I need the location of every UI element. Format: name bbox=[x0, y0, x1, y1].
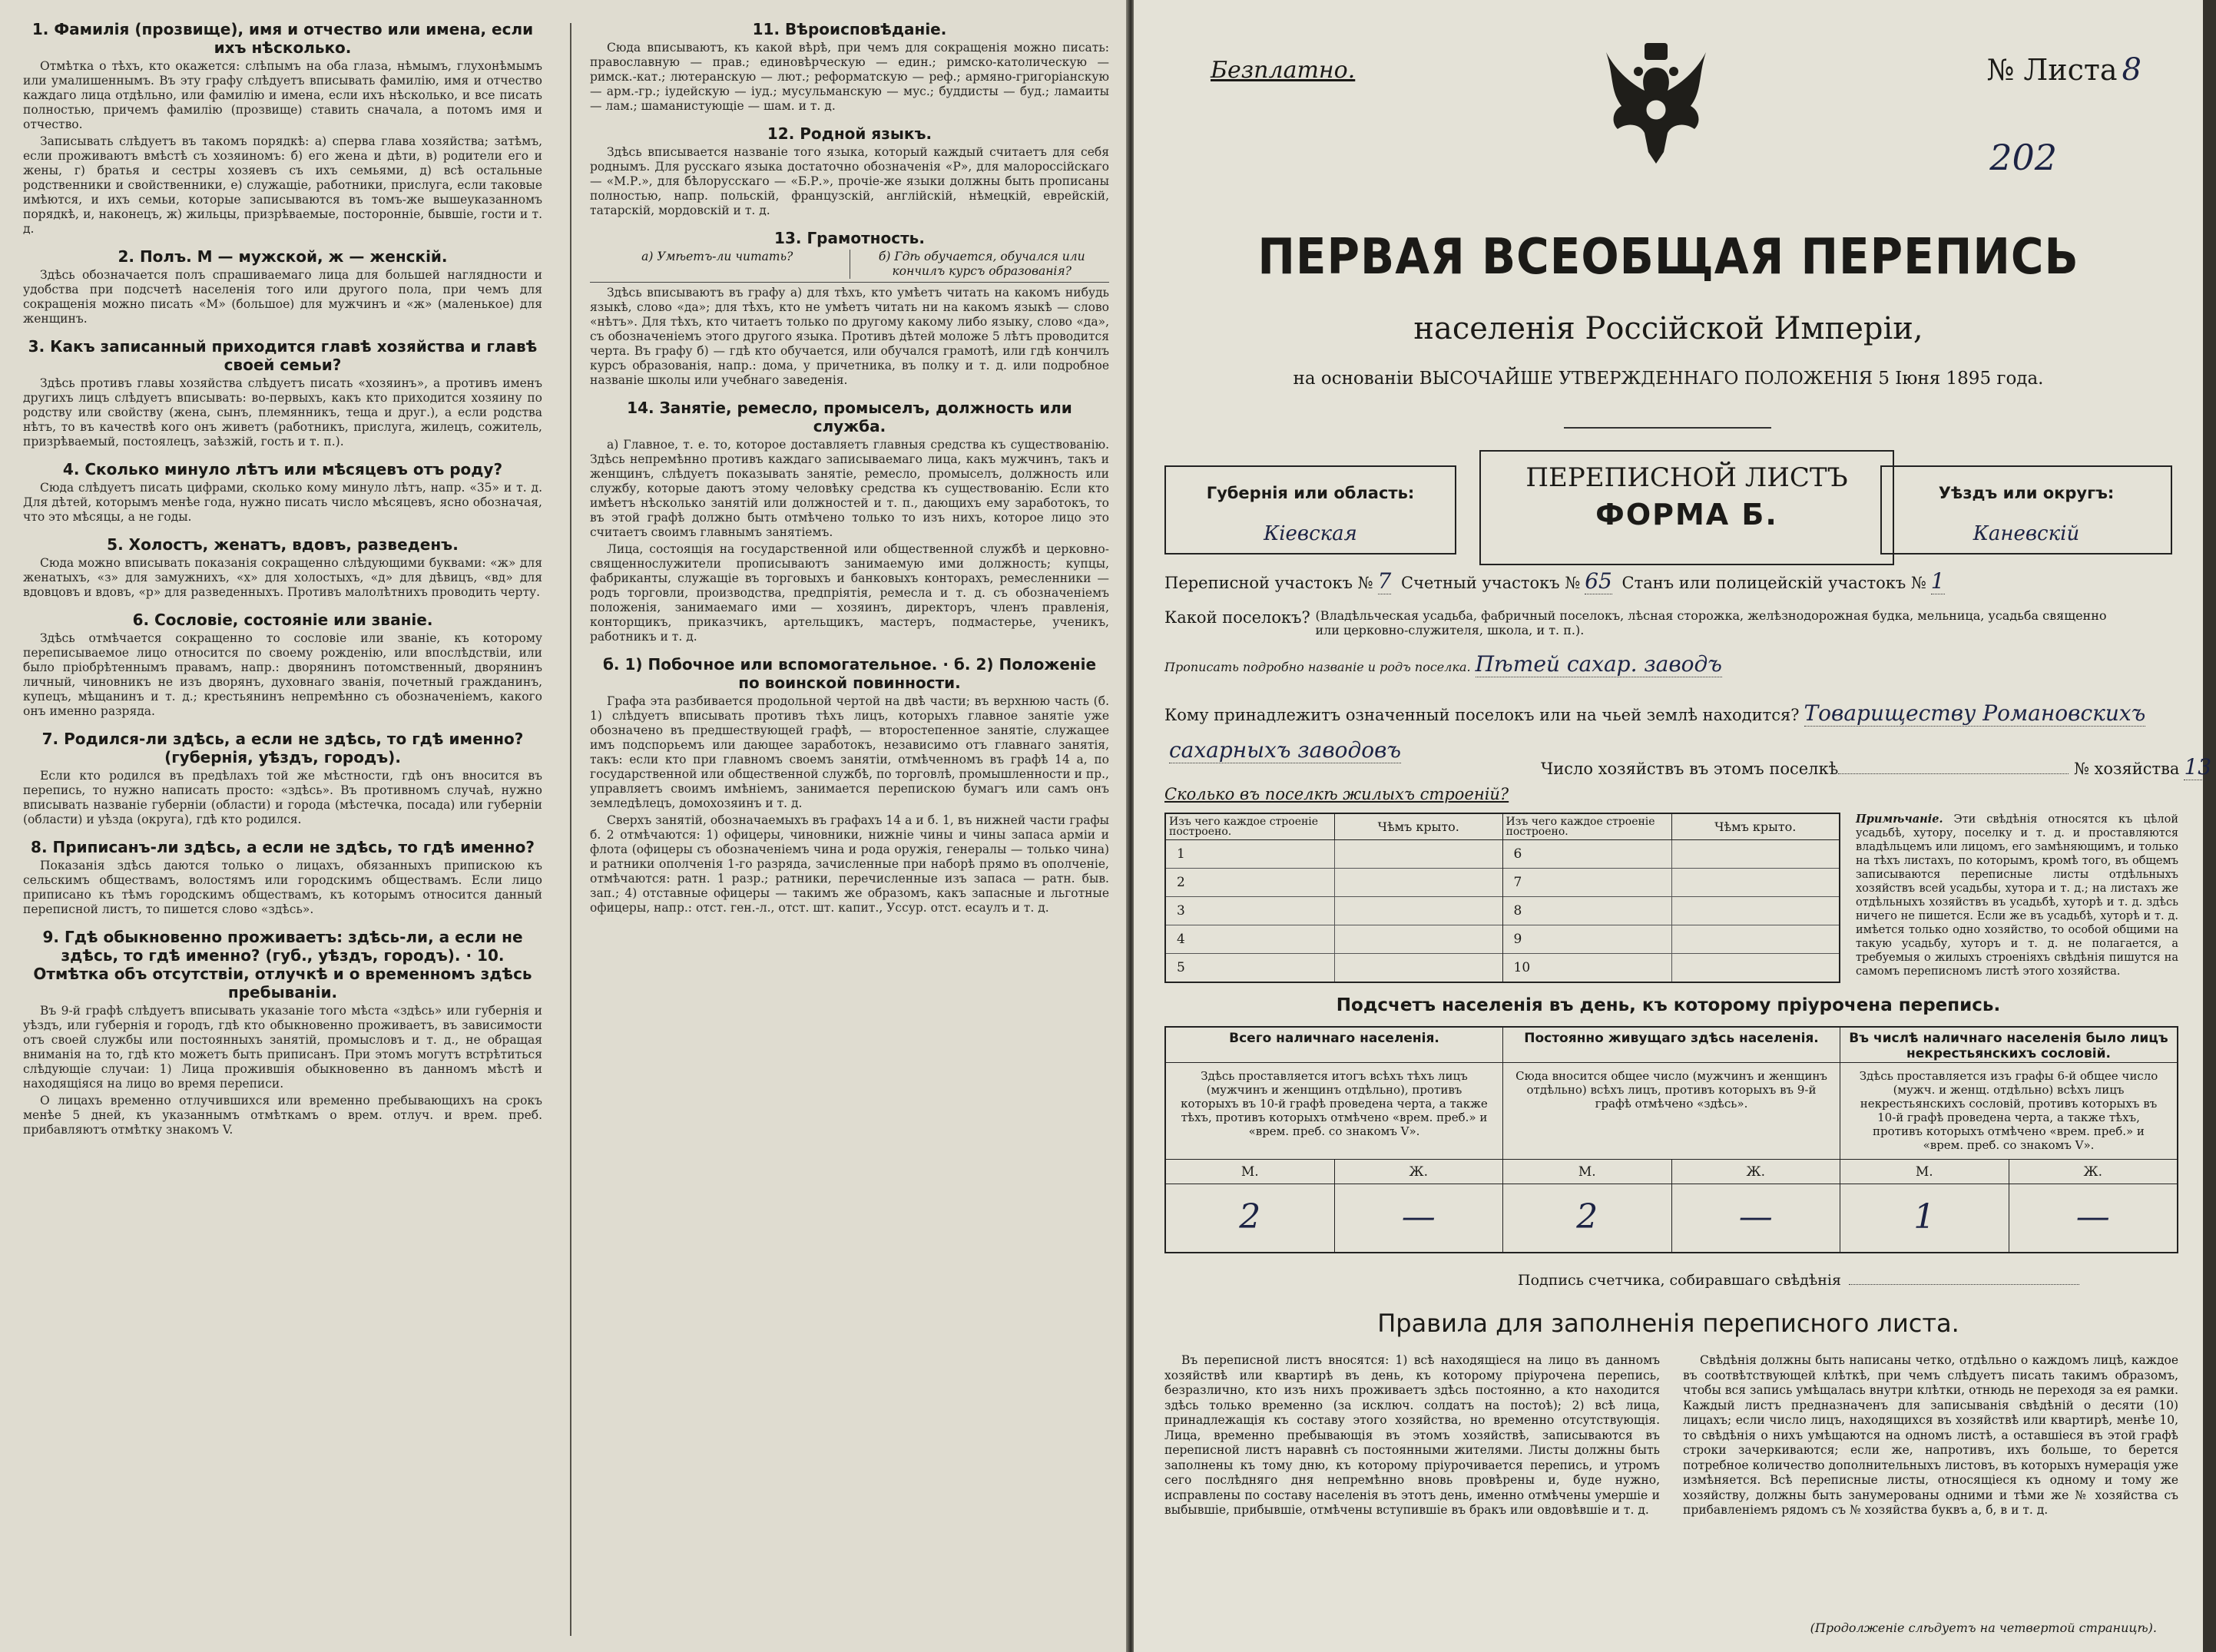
settlement-line bbox=[1164, 608, 2122, 637]
rules-heading: Правила для заполненія переписного листа. bbox=[1377, 1309, 1959, 1338]
census-legal-basis: на основаніи ВЫСОЧАЙШЕ УТВЕРЖДЕННАГО ПОЛОЖЕНІЯ 5 Іюня 1895 года. bbox=[1293, 369, 2044, 389]
form-title: ПЕРЕПИСНОЙ ЛИСТЪ bbox=[1525, 462, 1848, 493]
section-heading: 13. Грамотность. bbox=[774, 229, 925, 247]
buildings-table-header bbox=[1166, 814, 1502, 840]
gubernia-value: Кіевская bbox=[1264, 522, 1357, 545]
section-heading: 3. Какъ записанный приходится главѣ хозяйства и главѣ своей семьи? bbox=[28, 337, 538, 374]
households-line bbox=[1541, 754, 2216, 780]
buildings-table-header bbox=[1503, 814, 1840, 840]
household-number-value: 13 bbox=[2184, 754, 2212, 780]
sex-header bbox=[1840, 1160, 2177, 1184]
table-row bbox=[1503, 840, 1840, 869]
section-heading: 5. Холостъ, женатъ, вдовъ, разведенъ. bbox=[107, 535, 459, 554]
instruction-section bbox=[590, 229, 1109, 388]
instruction-section bbox=[23, 20, 542, 237]
male-count: 2 bbox=[1166, 1184, 1335, 1252]
section-heading: 1. Фамилія (прозвище), имя и отчество или имена, если ихъ нѣсколько. bbox=[31, 20, 534, 57]
households-label: Число хозяйствъ въ этомъ поселкѣ bbox=[1541, 760, 1839, 778]
column-divider bbox=[570, 23, 571, 1636]
note-text: Эти свѣдѣнія относятся къ цѣлой усадьбѣ, хутору, поселку и т. д. и проставляются владѣльцемъ или лицомъ, его замѣняющимъ, и только на тѣхъ листахъ, по которымъ, кромѣ того, въ общемъ записываются переписные листы отдѣльныхъ хозяйствъ всей усадьбы, хутора и т. д.; на листахъ же отдѣльныхъ хозяйствъ въ усадьбѣ, хуторѣ и т. д. здѣсь ничего не пишется. Если же въ усадьбѣ, хуторѣ и т. д. имѣется только одно хозяйство, то особой общими на такую усадьбу, хуторъ и т. д. не полагается, а требуемыя о жилыхъ строеніяхъ свѣдѣнія пишутся на самомъ переписномъ листѣ этого хозяйства. bbox=[1856, 813, 2178, 978]
population-count-heading: Подсчетъ населенія въ день, къ которому пріурочена перепись. bbox=[1336, 995, 2001, 1015]
settlement-value-line bbox=[1164, 651, 1727, 677]
table-row bbox=[1166, 925, 1502, 954]
sheet-number-label: № Листа bbox=[1986, 53, 2118, 87]
sex-header bbox=[1166, 1160, 1502, 1184]
section-text: Сверхъ занятій, обозначаемыхъ въ графахъ 14 а и б. 1, въ нижней части графы б. 2 отмѣчаются: 1) офицеры, чиновники, нижніе чины и чины запаса арміи и флота (офицеры съ обозначеніемъ чина и рода оружія, генералы — только чина) и ратники ополченія 1-го разряда, зачисленные при наборѣ прямо въ ополченіе, отмѣчаются: ратн. 1 разр.; ратники, перечисленные изъ запаса — ратн. быв. зап.; 4) отставные офицеры — такимъ же образомъ, какъ запасные и льготные офицеры, напр.: отст. ген.-л., отст. шт. капит., Уссур. отст. есаулъ и т. д. bbox=[590, 813, 1109, 915]
settlement-note: (Владѣльческая усадьба, фабричный поселокъ, лѣсная сторожка, желѣзнодорожная будка, мельница, усадьба священно или церковно-служителя, школа, и т. п.). bbox=[1315, 608, 2107, 637]
section-heading: 14. Занятіе, ремесло, промыселъ, должность или служба. bbox=[627, 399, 1072, 435]
section-heading: 12. Родной языкъ. bbox=[767, 124, 932, 143]
double-headed-eagle-emblem bbox=[1598, 37, 1714, 167]
location-row bbox=[1164, 450, 2172, 558]
section-text: Показанія здѣсь даются только о лицахъ, обязанныхъ припискою къ сельскимъ обществамъ, волостямъ или городскимъ обществамъ. Если лицо приписано къ тѣмъ городскимъ обществамъ, къ которымъ относится данный переписной листъ, то пишется слово «здѣсь». bbox=[23, 859, 542, 916]
handwritten-sheet-number: 202 bbox=[1989, 137, 2057, 178]
section-text: Здѣсь противъ главы хозяйства слѣдуетъ писать «хозяинъ», а противъ именъ другихъ лицъ слѣдуетъ вписывать: во-первыхъ, какъ кто приходится хозяину по родству или свойству (жена, сынъ, племянникъ, теща и друг.), а если родства нѣтъ, то въ качествѣ кого онъ живетъ (работникъ, прислуга, жилецъ, сожитель, призрѣваемый, постоялецъ, заѣзжій, гость и т. п.). bbox=[23, 376, 542, 449]
female-count: — bbox=[1401, 1197, 1436, 1237]
enumerator-signature-line bbox=[1518, 1272, 2079, 1289]
row-number: 2 bbox=[1166, 869, 1335, 896]
uezd-label: Уѣздъ или округъ: bbox=[1938, 484, 2115, 502]
column-title: Постоянно живущаго здѣсь населенія. bbox=[1503, 1028, 1840, 1063]
section-text: Сюда вписываютъ, къ какой вѣрѣ, при чемъ для сокращенія можно писать: православную — прав.; единовѣрческую — един.; римско-католическую — римск.-кат.; лютеранскую — лют.; реформатскую — реф.; армяно-григоріанскую — арм.-гр.; іудейскую — іуд.; мусульманскую — мус.; буддисты — буд.; ламаиты — лам.; шаманистующіе — шам. и т. д. bbox=[590, 41, 1109, 113]
section-text: Записывать слѣдуетъ въ такомъ порядкѣ: а) сперва глава хозяйства; затѣмъ, если проживаютъ вмѣстѣ съ хозяиномъ: б) его жена и дѣти, в) родители его и жены, г) братья и сестры хозяевъ съ ихъ семьями, д) всѣ остальные родственники и свойственники, е) служащіе, работники, прислуга, если таковые имѣются, и ихъ семьи, которые записываются въ томъ-же вышеуказанномъ порядкѣ, и, наконецъ, ж) жильцы, призрѣваемые, посторонніе, бывшіе, гости и т. д. bbox=[23, 134, 542, 236]
rules-column-left: Въ переписной листъ вносятся: 1) всѣ находящіеся на лицо въ данномъ хозяйствѣ или квартирѣ въ день, къ которому пріурочена перепись, безразлично, кто изъ нихъ проживаетъ здѣсь постоянно, а кто находится здѣсь только временно (за исключ. солдатъ на постоѣ); 2) всѣ лица, принадлежащія къ составу этого хозяйства, но временно отсутствующія. Лица, временно пребывающія въ этомъ хозяйствѣ, записываются въ переписной листъ наравнѣ съ постоянными жителями. Листы должны быть заполнены къ тому дню, къ которому пріурочивается перепись, и утромъ сего послѣдняго дня непремѣнно вновь провѣрены и, буде нужно, исправлены по составу населенія въ этотъ день, именно отмѣчены умершіе и выбывшіе, прибывшіе, отмѣчены вступившіе въ бракъ или овдовѣвшіе и т. д. bbox=[1164, 1353, 1660, 1517]
section-text: Отмѣтка о тѣхъ, кто окажется: слѣпымъ на оба глаза, нѣмымъ, глухонѣмымъ или умалишеннымъ. Въ эту графу слѣдуетъ вписывать фамилію, имя и отчество каждаго лица отдѣльно, или фамилію и имена, если ихъ нѣсколько, и все писать полностью, причемъ фамилію (прозвище) ставить сначала, а потомъ имя и отчество. bbox=[23, 59, 542, 131]
section-text: Сюда слѣдуетъ писать цифрами, сколько кому минуло лѣтъ, напр. «35» и т. д. Для дѣтей, которымъ менѣе года, нужно писать число мѣсяцевъ, ясно обозначая, что это мѣсяцы, а не годы. bbox=[23, 481, 542, 524]
uezd-value: Каневскій bbox=[1973, 522, 2080, 545]
settlement-value: Пѣтей сахар. заводъ bbox=[1475, 651, 1722, 677]
census-district-label: Переписной участокъ № bbox=[1164, 574, 1373, 592]
gubernia-label: Губернія или область: bbox=[1206, 484, 1415, 502]
column-description: Здѣсь проставляется итогъ всѣхъ тѣхъ лицъ (мужчинъ и женщинъ отдѣльно), противъ которыхъ въ 10-й графѣ проведена черта, а также тѣхъ, противъ которыхъ отмѣчено «врем. преб.» и «врем. преб. со знакомъ V». bbox=[1166, 1063, 1502, 1160]
literacy-sub-a: а) Умѣетъ-ли читать? bbox=[641, 250, 793, 263]
literacy-subheadings bbox=[590, 250, 1109, 283]
column-title: Въ числѣ наличнаго населенія было лицъ некрестьянскихъ сословій. bbox=[1840, 1028, 2177, 1063]
buildings-table-left bbox=[1166, 814, 1503, 982]
census-district-value: 7 bbox=[1377, 568, 1392, 594]
roof-header: Чѣмъ крыто. bbox=[1377, 819, 1459, 834]
literacy-sub-b: б) Гдѣ обучается, обучался или кончилъ курсъ образованія? bbox=[850, 250, 1110, 279]
male-label: М. bbox=[1503, 1160, 1672, 1184]
buildings-label: Сколько въ поселкѣ жилыхъ строеній? bbox=[1164, 785, 1509, 803]
row-number: 1 bbox=[1166, 840, 1335, 868]
buildings-table-right bbox=[1503, 814, 1840, 982]
section-text: Если кто родился въ предѣлахъ той же мѣстности, гдѣ онъ вносится въ перепись, то нужно написать просто: «здѣсь». Въ противномъ случаѣ, нужно вписывать названіе губерніи (области) и города (мѣстечка, посада) или губерніи (области) и уѣзда (округа), гдѣ кто родился. bbox=[23, 769, 542, 826]
section-heading: 2. Полъ. М — мужской, ж — женскій. bbox=[118, 247, 448, 266]
census-subtitle: населенія Россійской Имперіи, bbox=[1413, 311, 1923, 346]
form-title-box bbox=[1479, 450, 1894, 565]
row-number: 7 bbox=[1503, 869, 1672, 896]
table-row bbox=[1166, 869, 1502, 897]
count-district-label: Счетный участокъ № bbox=[1401, 574, 1581, 592]
instructions-column-2 bbox=[590, 20, 1109, 926]
row-number: 8 bbox=[1503, 897, 1672, 925]
owner-line-2 bbox=[1164, 737, 1406, 763]
material-header: Изъ чего каждое строеніе построено. bbox=[1503, 814, 1672, 839]
sheet-number bbox=[1987, 52, 2142, 88]
note-label: Примѣчаніе. bbox=[1856, 813, 1943, 826]
instruction-section bbox=[23, 247, 542, 326]
section-heading: 8. Приписанъ-ли здѣсь, а если не здѣсь, то гдѣ именно? bbox=[31, 838, 535, 856]
district-line bbox=[1164, 568, 1949, 594]
rules-text bbox=[1164, 1353, 2178, 1518]
roof-header: Чѣмъ крыто. bbox=[1714, 819, 1797, 834]
owner-value-2: сахарныхъ заводовъ bbox=[1169, 737, 1402, 763]
female-count: — bbox=[1738, 1197, 1773, 1237]
buildings-line bbox=[1164, 785, 1509, 803]
gubernia-box bbox=[1164, 465, 1456, 555]
section-text: а) Главное, т. е. то, которое доставляетъ главныя средства къ существованію. Здѣсь непремѣнно противъ каждаго записываемаго лица, какъ мужчинъ, такъ и женщинъ, слѣдуетъ показывать занятіе, ремесло, промыселъ, должность или службу, которые даютъ этому человѣку средства къ существованію. Если кто имѣетъ нѣсколько занятій или должностей и т. п., дающихъ ему заработокъ, то въ этой графѣ должно быть отмѣчено только то изъ нихъ, которое лицо это считаетъ своимъ главнымъ занятіемъ. bbox=[590, 438, 1109, 539]
uezd-box bbox=[1880, 465, 2172, 555]
form-type: ФОРМА Б. bbox=[1595, 498, 1778, 531]
settlement-instruction: Прописать подробно названіе и родъ поселка. bbox=[1164, 660, 1471, 674]
stan-label: Станъ или полицейскій участокъ № bbox=[1621, 574, 1926, 592]
section-heading: 11. Вѣроисповѣданіе. bbox=[752, 20, 947, 38]
buildings-note bbox=[1856, 813, 2178, 978]
material-header: Изъ чего каждое строеніе построено. bbox=[1166, 814, 1335, 839]
section-text: Здѣсь обозначается полъ спрашиваемаго лица для большей наглядности и удобства при подсчетѣ населенія того или другого пола, при чемъ для сокращенія можно писать «М» (большое) для мужчинъ и «ж» (маленькое) для женщинъ. bbox=[23, 268, 542, 326]
section-heading: 7. Родился-ли здѣсь, а если не здѣсь, то гдѣ именно? (губернія, уѣздъ, городъ). bbox=[41, 730, 524, 766]
count-district-value: 65 bbox=[1585, 568, 1612, 594]
male-label: М. bbox=[1166, 1160, 1335, 1184]
owner-label: Кому принадлежитъ означенный поселокъ или на чьей землѣ находится? bbox=[1164, 706, 1800, 724]
household-number-label: № хозяйства bbox=[2073, 760, 2180, 778]
continued-note: (Продолженіе слѣдуетъ на четвертой страницѣ). bbox=[1810, 1621, 2157, 1635]
owner-line bbox=[1164, 700, 2150, 727]
section-heading: 9. Гдѣ обыкновенно проживаетъ: здѣсь-ли, а если не здѣсь, то гдѣ именно? (губ., уѣздъ, городъ). · 10. Отмѣтка объ отсутствіи, отлучкѣ и о временномъ здѣсь пребываніи. bbox=[33, 928, 532, 1001]
column-description: Сюда вносится общее число (мужчинъ и женщинъ отдѣльно) всѣхъ лицъ, противъ которыхъ въ 9-й графѣ отмѣчено «здѣсь». bbox=[1503, 1063, 1840, 1160]
instruction-section bbox=[590, 124, 1109, 218]
form-header bbox=[1211, 45, 2172, 178]
population-column-present bbox=[1166, 1028, 1503, 1252]
instruction-section bbox=[590, 655, 1109, 915]
section-text: Сюда можно вписывать показанія сокращенно слѣдующими буквами: «ж» для женатыхъ, «з» для замужнихъ, «х» для холостыхъ, «д» для дѣвицъ, «вд» для вдовцовъ и вдовъ, «р» для разведенныхъ. Противъ малолѣтнихъ проводить черту. bbox=[23, 556, 542, 599]
male-label: М. bbox=[1840, 1160, 2009, 1184]
instruction-section bbox=[23, 535, 542, 600]
section-text: Здѣсь вписываютъ въ графу а) для тѣхъ, кто умѣетъ читать на какомъ нибудь языкѣ, слово «да»; для тѣхъ, кто не умѣетъ читать ни на какомъ языкѣ — слово «нѣтъ». Для тѣхъ, кто читаетъ только по другому какому либо языку, слово «да», съ обозначеніемъ этого другого языка. Противъ дѣтей моложе 5 лѣтъ проводится черта. Въ графу б) — гдѣ кто обучается, или обучался грамотѣ, или гдѣ кончилъ курсъ образованія, напр.: дома, у причетника, въ полку и т. д. или подробное названіе школы или учебнаго заведенія. bbox=[590, 286, 1109, 387]
section-heading: 6. Сословіе, состояніе или званіе. bbox=[132, 611, 433, 629]
buildings-table bbox=[1164, 813, 1840, 983]
section-text: Въ 9-й графѣ слѣдуетъ вписывать указаніе того мѣста «здѣсь» или губернія и уѣздъ, или губернія и городъ, гдѣ кто обыкновенно проживаетъ, въ зависимости отъ своей службы или постоянныхъ занятій, промысловъ и т. д., не обращая вниманія на то, гдѣ кто можетъ быть приписанъ. При этомъ могутъ встрѣтиться слѣдующіе случаи: 1) Лица прожившія обыкновенно въ данномъ мѣстѣ и находящіяся на лицо во время переписи. bbox=[23, 1004, 542, 1091]
female-label: Ж. bbox=[1409, 1164, 1428, 1180]
row-number: 10 bbox=[1503, 954, 1672, 982]
population-column-non-peasant bbox=[1840, 1028, 2177, 1252]
instruction-section bbox=[590, 399, 1109, 644]
female-count: — bbox=[2075, 1197, 2110, 1237]
instruction-section bbox=[23, 730, 542, 827]
count-values bbox=[1503, 1184, 1840, 1252]
instructions-column-1 bbox=[23, 20, 542, 1148]
column-description: Здѣсь проставляется изъ графы 6-й общее число (мужч. и женщ. отдѣльно) всѣхъ лицъ некрестьянскихъ сословій, противъ которыхъ въ 10-й графѣ проведена черта, а также тѣхъ, противъ которыхъ отмѣчено «врем. преб.» и «врем. преб. со знакомъ V». bbox=[1840, 1063, 2177, 1160]
section-text: Здѣсь отмѣчается сокращенно то сословіе или званіе, къ которому переписываемое лицо относится по своему рожденію, или впослѣдствіи, или было пріобрѣтеннымъ правамъ, напр.: дворянинъ потомственный, дворянинъ личный, чиновникъ не изъ дворянъ, духовнаго званія, почетный гражданинъ, купецъ, мѣщанинъ и т. д.; крестьянинъ непремѣнно съ обозначеніемъ, какого онъ именно разряда. bbox=[23, 631, 542, 718]
section-text: О лицахъ временно отлучившихся или временно пребывающихъ на срокъ менѣе 5 дней, къ указаннымъ отмѣткамъ о врем. отлуч. и врем. преб. прибавляютъ отмѣтку знакомъ V. bbox=[23, 1094, 542, 1137]
instruction-section bbox=[23, 611, 542, 719]
sheet-number-value: 8 bbox=[2122, 52, 2141, 88]
count-values bbox=[1840, 1184, 2177, 1252]
section-heading: б. 1) Побочное или вспомогательное. · б. 2) Положеніе по воинской повинности. bbox=[602, 655, 1097, 692]
instruction-section bbox=[23, 838, 542, 917]
count-values bbox=[1166, 1184, 1502, 1252]
settlement-label: Какой поселокъ? bbox=[1164, 608, 1310, 627]
free-label: Безплатно. bbox=[1211, 57, 1356, 84]
instruction-section bbox=[23, 928, 542, 1137]
instruction-section bbox=[23, 337, 542, 449]
row-number: 3 bbox=[1166, 897, 1335, 925]
owner-value: Товариществу Романовскихъ bbox=[1804, 700, 2146, 726]
row-number: 4 bbox=[1166, 925, 1335, 953]
section-heading: 4. Сколько минуло лѣтъ или мѣсяцевъ отъ роду? bbox=[62, 460, 503, 478]
population-column-permanent bbox=[1503, 1028, 1840, 1252]
male-count: 1 bbox=[1840, 1184, 2009, 1252]
female-label: Ж. bbox=[2083, 1164, 2102, 1180]
row-number: 9 bbox=[1503, 925, 1672, 953]
section-text: Лица, состоящія на государственной или общественной службѣ и церковно-священнослужители прописываютъ занимаемую ими должность; купцы, фабриканты, служащіе въ торговыхъ и банковыхъ конторахъ, ремесленники — родъ торговли, производства, предпріятія, ремесла и т. д. съ обозначеніемъ положенія, занимаемаго ими — хозяинъ, директоръ, членъ правленія, конторщикъ, приказчикъ, артельщикъ, мастеръ, подмастерье, ученикъ, работникъ и т. д. bbox=[590, 542, 1109, 644]
table-row bbox=[1166, 897, 1502, 925]
stan-value: 1 bbox=[1930, 568, 1945, 594]
instruction-section bbox=[23, 460, 542, 525]
section-text: Здѣсь вписывается названіе того языка, который каждый считаетъ для себя роднымъ. Для русскаго языка достаточно обозначенія «Р», для малороссійскаго — «М.Р.», для бѣлорусскаго — «Б.Р.», прочіе-же языки должны быть прописаны полностью, напр. польскій, французскій, англійскій, нѣмецкій, еврейскій, татарскій, мордовскій и т. д. bbox=[590, 145, 1109, 217]
female-label: Ж. bbox=[1746, 1164, 1765, 1180]
table-row bbox=[1503, 869, 1840, 897]
row-number: 6 bbox=[1503, 840, 1672, 868]
table-row bbox=[1503, 925, 1840, 954]
table-row bbox=[1503, 897, 1840, 925]
census-form-page bbox=[1134, 0, 2212, 1652]
sex-header bbox=[1503, 1160, 1840, 1184]
instruction-section bbox=[590, 20, 1109, 114]
rules-column-right: Свѣдѣнія должны быть написаны четко, отдѣльно о каждомъ лицѣ, каждое въ соотвѣтствующей клѣткѣ, при чемъ слѣдуетъ писать такимъ образомъ, чтобы вся запись умѣщалась внутри клѣтки, отнюдь не переходя за ея рамки. Каждый листъ предназначенъ для записыванія свѣдѣній о десяти (10) лицахъ; если число лицъ, находящихся въ хозяйствѣ или квартирѣ, менѣе 10, то свѣдѣнія о нихъ умѣщаются на одномъ листѣ, а оставшіеся въ этой графѣ строки зачеркиваются; если же, напротивъ, ихъ больше, то берется потребное количество дополнительныхъ листовъ, въ которыхъ нумерація уже измѣняется. Всѣ переписные листы, относящіеся къ одному и тому же хозяйству, должны быть занумерованы одними и тѣми же № хозяйства съ прибавленіемъ рядомъ съ № хозяйства буквъ а, б, в и т. д. bbox=[1683, 1353, 2178, 1517]
male-count: 2 bbox=[1503, 1184, 1672, 1252]
signature-label: Подпись счетчика, собиравшаго свѣдѣнія bbox=[1518, 1272, 1841, 1289]
census-title: ПЕРВАЯ ВСЕОБЩАЯ ПЕРЕПИСЬ bbox=[1257, 227, 2079, 286]
table-row bbox=[1503, 954, 1840, 982]
population-count-table bbox=[1164, 1026, 2178, 1253]
title-divider bbox=[1564, 427, 1771, 429]
section-text: Графа эта разбивается продольной чертой на двѣ части; въ верхнюю часть (б. 1) слѣдуетъ вписывать противъ тѣхъ лицъ, которыхъ главное занятіе уже обозначено въ предшествующей графѣ, — второстепенное занятіе, служащее имъ подспорьемъ или дающее заработокъ, независимо отъ главнаго занятія, такъ: если кто при главномъ своемъ занятіи, отмѣченномъ въ графѣ 14 а, по государственной или общественной службѣ, по торговлѣ, промышленности и пр., управляетъ своимъ имѣніемъ, занимается перепискою бумагъ или самъ онъ земледѣлецъ, домохозяинъ и т. д. bbox=[590, 694, 1109, 810]
table-row bbox=[1166, 840, 1502, 869]
column-title: Всего наличнаго населенія. bbox=[1166, 1028, 1502, 1063]
table-row bbox=[1166, 954, 1502, 982]
row-number: 5 bbox=[1166, 954, 1335, 982]
